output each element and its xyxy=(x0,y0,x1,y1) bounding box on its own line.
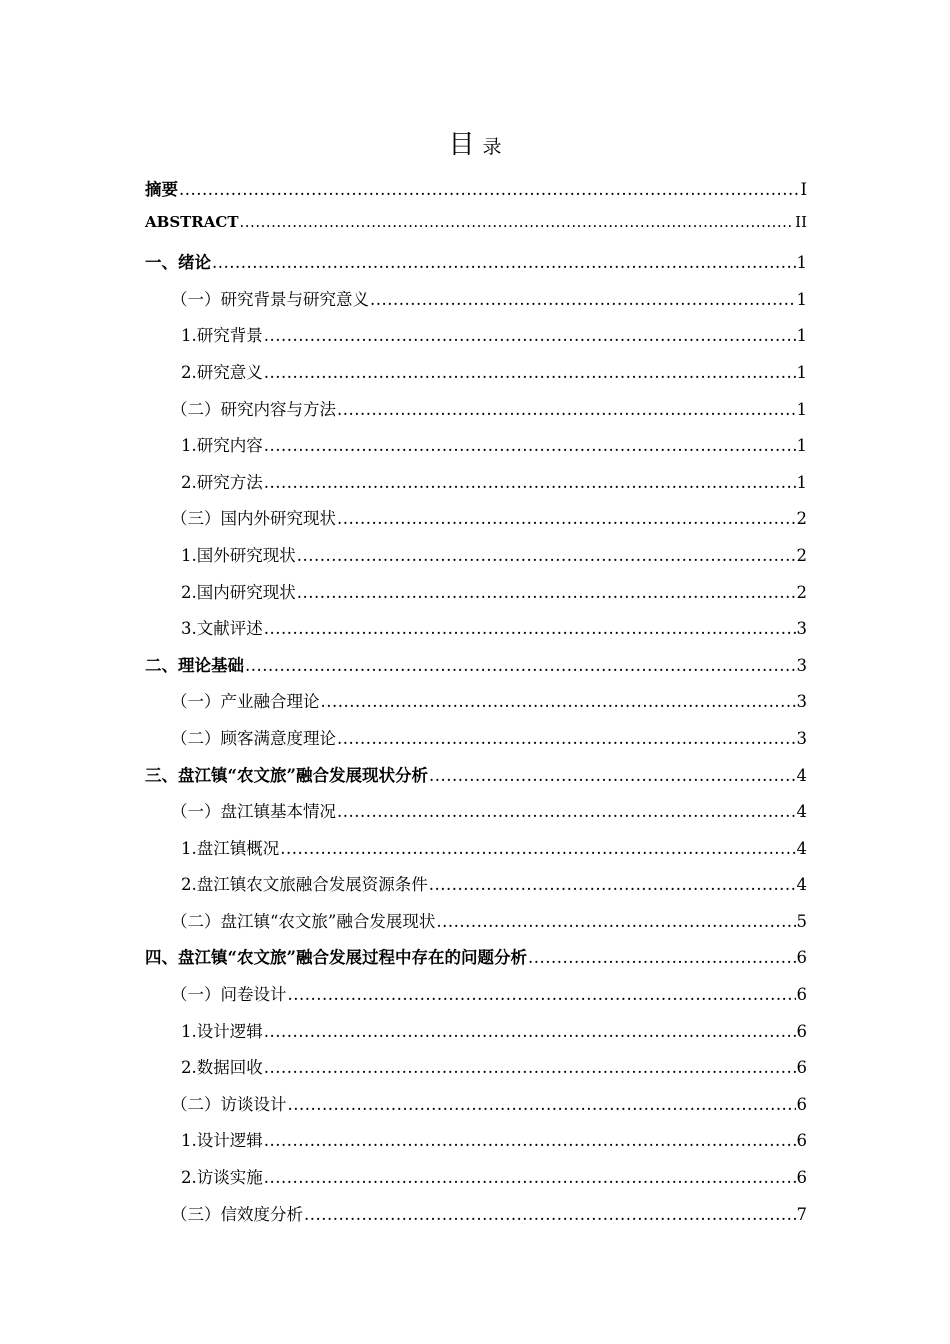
toc-entry-text: 一、绪论 xyxy=(145,253,211,273)
toc-entry[interactable] xyxy=(145,432,807,469)
toc-entry-page: 1 xyxy=(796,289,807,309)
toc-entry-text: 1.盘江镇概况 xyxy=(181,838,280,858)
toc-leader-dots xyxy=(304,1205,796,1224)
toc-entry-text: （一）问卷设计 xyxy=(171,985,287,1005)
toc-entry[interactable] xyxy=(145,359,807,396)
toc-entry-text: 三、盘江镇“农文旅”融合发展现状分析 xyxy=(145,765,428,785)
toc-entry[interactable] xyxy=(145,286,807,323)
toc-entry[interactable] xyxy=(145,505,807,542)
toc-entry[interactable] xyxy=(145,944,807,981)
toc-entry-text: （一）盘江镇基本情况 xyxy=(171,802,336,822)
toc-entry-text: 3.文献评述 xyxy=(181,619,263,639)
toc-entry[interactable] xyxy=(145,542,807,579)
toc-entry-page: 1 xyxy=(796,472,807,492)
toc-entry-page: I xyxy=(800,180,807,199)
toc-entry-text: （二）研究内容与方法 xyxy=(171,399,336,419)
toc-leader-dots xyxy=(429,766,796,785)
toc-leader-dots xyxy=(264,473,796,492)
toc-entry-text: 1.设计逻辑 xyxy=(181,1131,263,1151)
toc-entry-page: 4 xyxy=(796,838,807,858)
toc-entry-page: 1 xyxy=(796,326,807,346)
toc-entry[interactable] xyxy=(145,396,807,433)
toc-entry-text: 2.研究方法 xyxy=(181,472,263,492)
toc-leader-dots xyxy=(337,509,796,528)
toc-entry-page: 3 xyxy=(796,728,807,748)
toc-leader-dots xyxy=(264,363,796,382)
toc-entry-text: （一）产业融合理论 xyxy=(171,692,320,712)
toc-leader-dots xyxy=(337,400,796,419)
toc-entry-page: 4 xyxy=(796,802,807,822)
toc-entry[interactable] xyxy=(145,579,807,616)
toc-entry-text: （一）研究背景与研究意义 xyxy=(171,289,369,309)
toc-entry-text: 2.访谈实施 xyxy=(181,1168,263,1188)
toc-leader-dots xyxy=(288,985,796,1004)
toc-entry-page: 2 xyxy=(796,509,807,529)
toc-leader-dots xyxy=(264,619,796,638)
table-of-contents xyxy=(145,176,807,1237)
toc-entry-page: II xyxy=(795,212,807,231)
toc-entry[interactable] xyxy=(145,981,807,1018)
toc-entry-text: 摘要 xyxy=(145,180,178,199)
toc-leader-dots xyxy=(245,656,796,675)
toc-entry-page: 3 xyxy=(796,619,807,639)
toc-leader-dots xyxy=(212,253,796,272)
toc-leader-dots xyxy=(264,436,796,455)
toc-entry-text: 2.研究意义 xyxy=(181,362,263,382)
toc-entry-text: （二）访谈设计 xyxy=(171,1094,287,1114)
toc-entry-text: 1.设计逻辑 xyxy=(181,1021,263,1041)
toc-entry-page: 6 xyxy=(796,1131,807,1151)
toc-entry[interactable] xyxy=(145,1127,807,1164)
toc-entry[interactable] xyxy=(145,725,807,762)
toc-leader-dots xyxy=(264,326,796,345)
toc-entry-text: ABSTRACT xyxy=(145,212,239,231)
toc-entry-text: 1.国外研究现状 xyxy=(181,545,296,565)
toc-leader-dots xyxy=(297,546,796,565)
toc-entry[interactable] xyxy=(145,1164,807,1201)
toc-entry-page: 3 xyxy=(796,655,807,675)
toc-entry-page: 6 xyxy=(796,1058,807,1078)
toc-leader-dots xyxy=(264,1131,796,1150)
toc-leader-dots xyxy=(240,213,795,231)
toc-entry-page: 6 xyxy=(796,1094,807,1114)
toc-entry[interactable] xyxy=(145,1201,807,1238)
toc-entry-text: 1.研究内容 xyxy=(181,436,263,456)
toc-leader-dots xyxy=(528,948,796,967)
toc-entry[interactable] xyxy=(145,469,807,506)
toc-entry[interactable] xyxy=(145,835,807,872)
toc-title-main: 目 xyxy=(448,130,475,160)
toc-entry-page: 4 xyxy=(796,875,807,895)
toc-entry[interactable] xyxy=(145,249,807,286)
toc-leader-dots xyxy=(370,290,796,309)
toc-entry-page: 6 xyxy=(796,1021,807,1041)
toc-entry-text: 2.国内研究现状 xyxy=(181,582,296,602)
toc-entry[interactable] xyxy=(145,1091,807,1128)
toc-leader-dots xyxy=(264,1168,796,1187)
toc-leader-dots xyxy=(337,802,796,821)
toc-leader-dots xyxy=(179,180,799,199)
toc-leader-dots xyxy=(288,1095,796,1114)
toc-entry-page: 5 xyxy=(796,911,807,931)
toc-entry-text: （二）顾客满意度理论 xyxy=(171,728,336,748)
toc-leader-dots xyxy=(321,692,796,711)
toc-entry[interactable] xyxy=(145,762,807,799)
toc-entry[interactable] xyxy=(145,615,807,652)
toc-entry[interactable] xyxy=(145,176,807,213)
toc-title xyxy=(0,124,950,161)
toc-entry-text: 2.数据回收 xyxy=(181,1058,263,1078)
toc-entry[interactable] xyxy=(145,1054,807,1091)
toc-entry-page: 1 xyxy=(796,253,807,273)
toc-entry-page: 6 xyxy=(796,985,807,1005)
toc-title-sub: 录 xyxy=(482,136,502,158)
toc-entry-page: 1 xyxy=(796,362,807,382)
toc-entry-page: 3 xyxy=(796,692,807,712)
toc-leader-dots xyxy=(337,729,796,748)
toc-leader-dots xyxy=(297,583,796,602)
toc-entry-text: （三）国内外研究现状 xyxy=(171,509,336,529)
toc-entry-page: 2 xyxy=(796,545,807,565)
toc-entry-page: 4 xyxy=(796,765,807,785)
toc-entry-text: 四、盘江镇“农文旅”融合发展过程中存在的问题分析 xyxy=(145,948,527,968)
toc-entry[interactable] xyxy=(145,908,807,945)
toc-entry-text: 1.研究背景 xyxy=(181,326,263,346)
toc-leader-dots xyxy=(436,912,795,931)
toc-entry[interactable] xyxy=(145,688,807,725)
toc-entry-text: （三）信效度分析 xyxy=(171,1204,303,1224)
toc-entry-page: 2 xyxy=(796,582,807,602)
toc-entry-page: 6 xyxy=(796,948,807,968)
toc-entry[interactable] xyxy=(145,871,807,908)
toc-entry-text: 2.盘江镇农文旅融合发展资源条件 xyxy=(181,875,428,895)
toc-leader-dots xyxy=(264,1022,796,1041)
toc-leader-dots xyxy=(280,839,795,858)
toc-entry[interactable] xyxy=(145,322,807,359)
toc-entry[interactable] xyxy=(145,213,807,250)
toc-leader-dots xyxy=(429,875,796,894)
toc-entry[interactable] xyxy=(145,1018,807,1055)
toc-leader-dots xyxy=(264,1058,796,1077)
toc-entry[interactable] xyxy=(145,798,807,835)
toc-entry[interactable] xyxy=(145,652,807,689)
toc-entry-text: （二）盘江镇“农文旅”融合发展现状 xyxy=(171,911,436,931)
toc-entry-page: 1 xyxy=(796,436,807,456)
toc-entry-page: 7 xyxy=(796,1204,807,1224)
toc-entry-page: 6 xyxy=(796,1168,807,1188)
toc-entry-page: 1 xyxy=(796,399,807,419)
toc-entry-text: 二、理论基础 xyxy=(145,655,244,675)
